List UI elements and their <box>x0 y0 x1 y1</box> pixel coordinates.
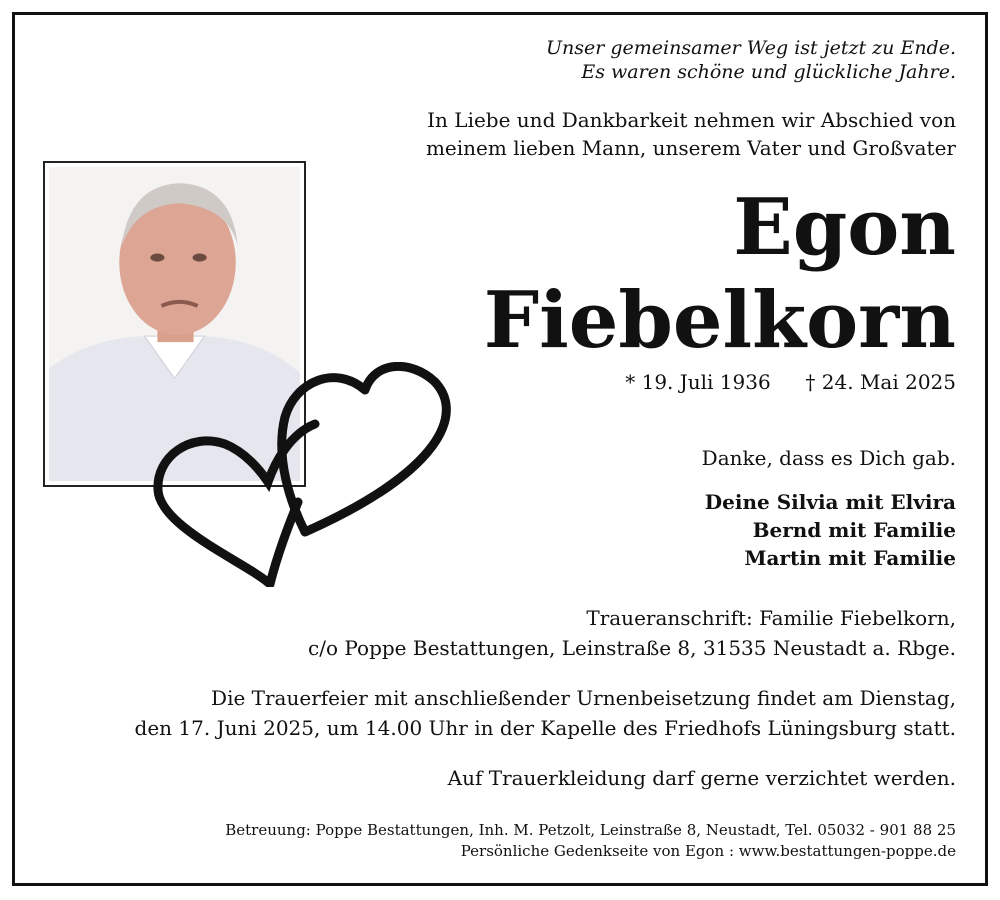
footer-line-1: Betreuung: Poppe Bestattungen, Inh. M. Petzolt, Leinstraße 8, Neustadt, Tel. 05032 - 901 88 25 <box>225 821 956 839</box>
deceased-first-name: Egon <box>733 182 956 273</box>
mourner-2: Bernd mit Familie <box>752 518 956 542</box>
mourning-address <box>308 603 956 663</box>
intro-text <box>426 106 956 162</box>
birth-date: * 19. Juli 1936 <box>625 370 771 394</box>
mourners <box>705 488 956 572</box>
footer-line-2: Persönliche Gedenkseite von Egon : www.bestattungen-poppe.de <box>460 842 956 860</box>
intro-line-1: In Liebe und Dankbarkeit nehmen wir Abschied von <box>427 108 956 132</box>
motto <box>546 36 956 84</box>
ceremony-line-1: Die Trauerfeier mit anschließender Urnenbeisetzung findet am Dienstag, <box>211 686 956 710</box>
address-line-1: Traueranschrift: Familie Fiebelkorn, <box>586 606 956 630</box>
two-hearts-icon <box>150 362 455 587</box>
mourner-3: Martin mit Familie <box>744 546 956 570</box>
footer <box>225 820 956 862</box>
motto-line-2: Es waren schöne und glückliche Jahre. <box>581 61 956 83</box>
ceremony-line-2: den 17. Juni 2025, um 14.00 Uhr in der Kapelle des Friedhofs Lüningsburg statt. <box>134 716 956 740</box>
deceased-last-name: Fiebelkorn <box>483 275 956 366</box>
thanks-line: Danke, dass es Dich gab. <box>701 446 956 470</box>
address-line-2: c/o Poppe Bestattungen, Leinstraße 8, 31535 Neustadt a. Rbge. <box>308 636 956 660</box>
death-date: † 24. Mai 2025 <box>805 370 956 394</box>
life-dates <box>625 370 956 394</box>
dress-note: Auf Trauerkleidung darf gerne verzichtet werden. <box>447 766 956 790</box>
intro-line-2: meinem lieben Mann, unserem Vater und Großvater <box>425 136 956 160</box>
ceremony-info <box>135 683 956 743</box>
mourner-1: Deine Silvia mit Elvira <box>704 490 956 514</box>
motto-line-1: Unser gemeinsamer Weg ist jetzt zu Ende. <box>545 37 956 59</box>
